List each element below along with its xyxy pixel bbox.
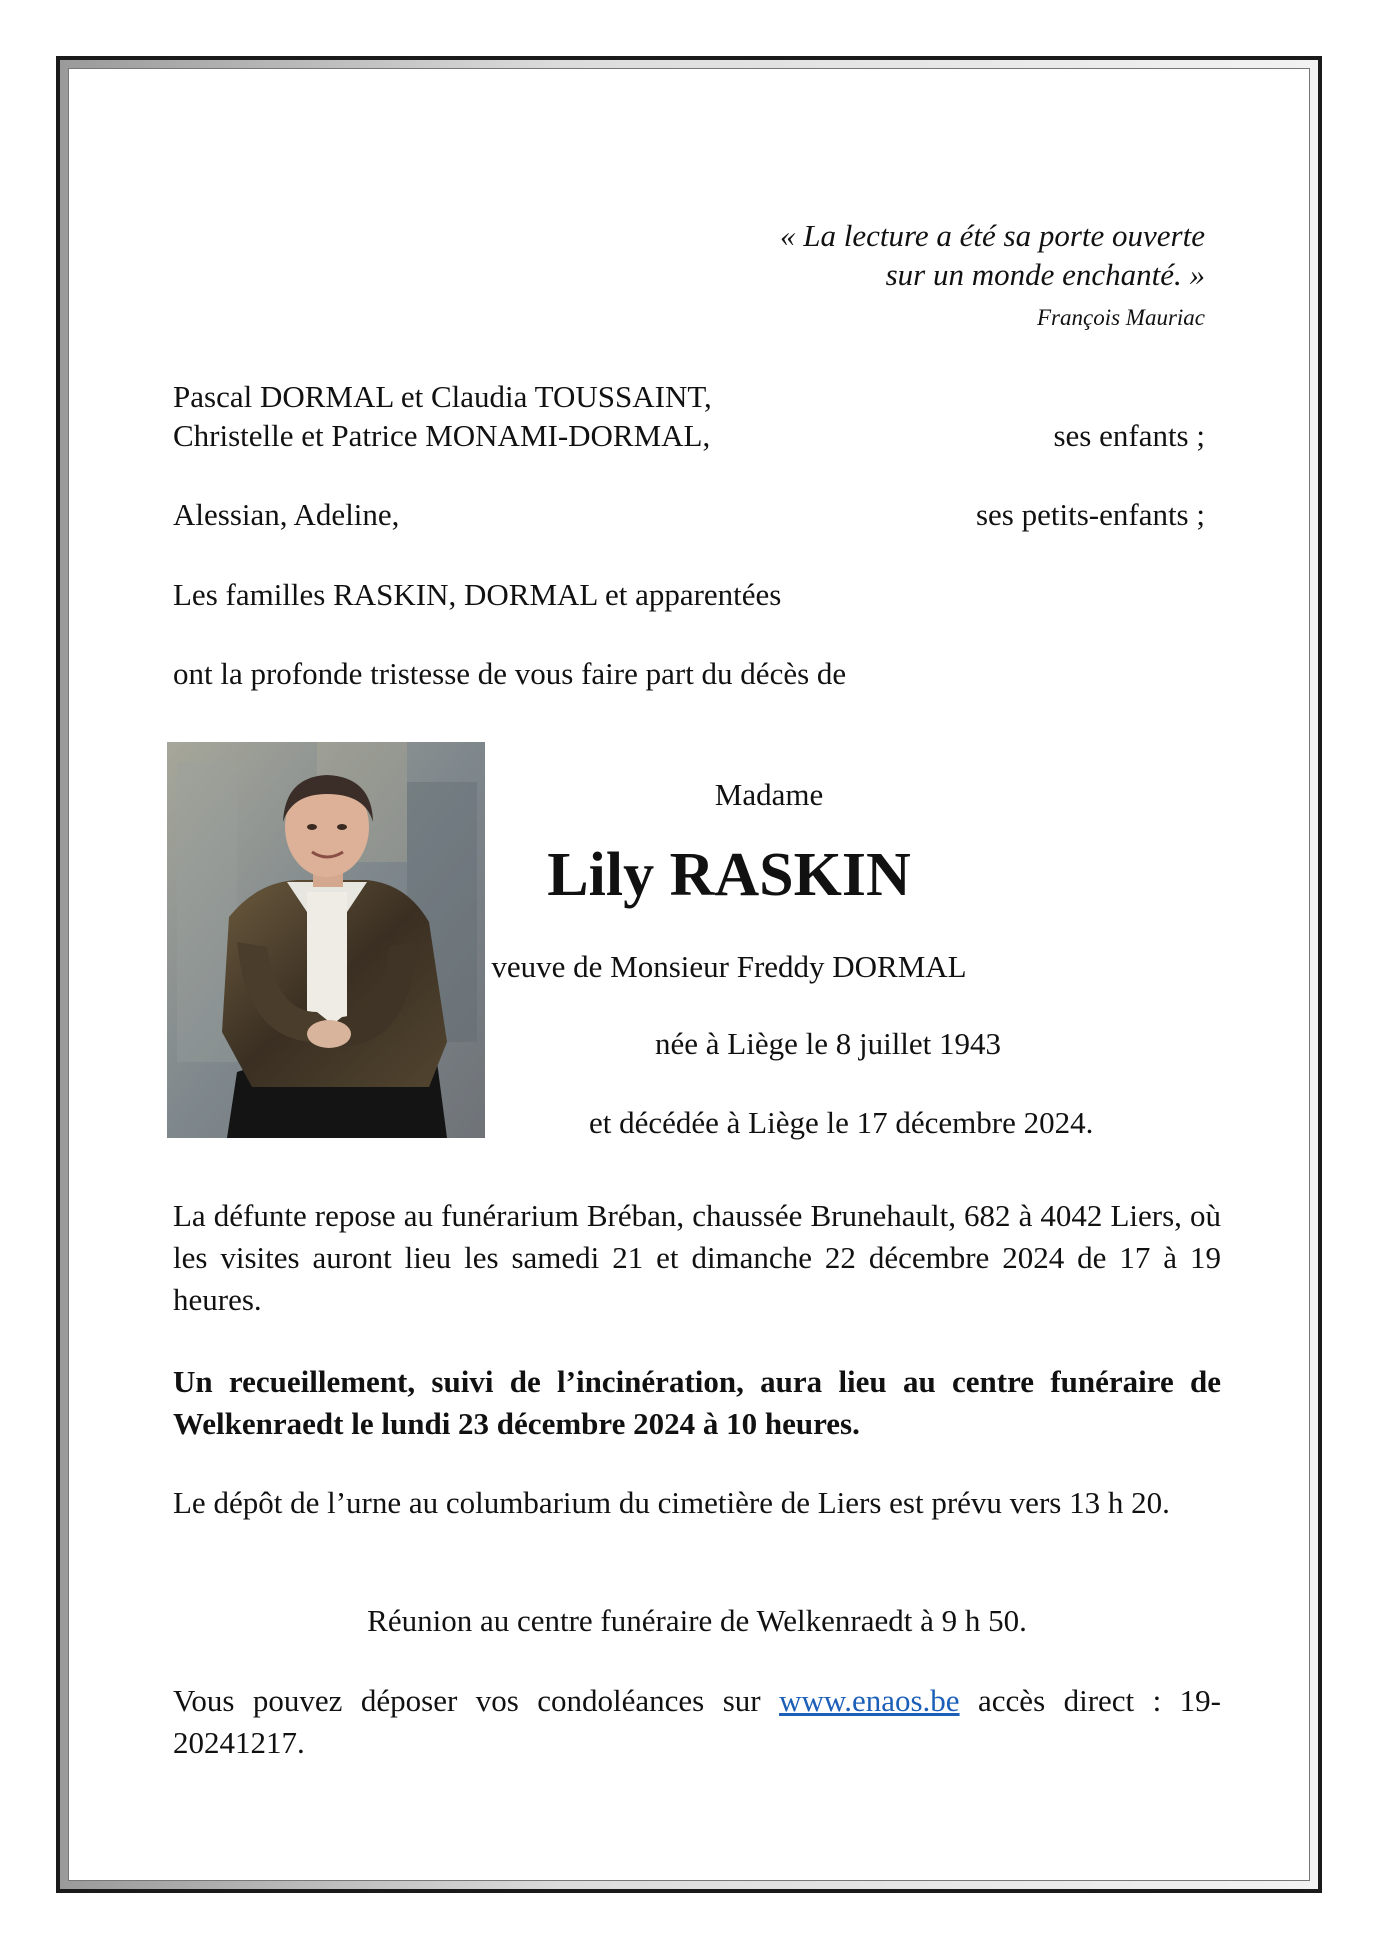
condolences-text-before: Vous pouvez déposer vos condoléances sur (173, 1683, 761, 1718)
condolences-text-after: accès direct : 19-20241217. (173, 1683, 1222, 1760)
visitation-paragraph: La défunte repose au funérarium Bréban, chaussée Brunehault, 682 à 4042 Liers, où les visites auront lieu les samedi 21 et dimanche 22 décembre 2024 de 17 à 19 heures. (173, 1198, 1221, 1317)
page-content (68, 68, 1310, 1881)
announcement-line: ont la profonde tristesse de vous faire part du décès de (173, 656, 847, 691)
urn-paragraph: Le dépôt de l’urne au columbarium du cimetière de Liers est prévu vers 13 h 20. (173, 1485, 1170, 1520)
children-line-1: Pascal DORMAL et Claudia TOUSSAINT, (173, 379, 712, 414)
portrait-illustration (167, 742, 485, 1138)
deceased-name: Lily RASKIN (547, 841, 911, 909)
grandchildren-label: ses petits-enfants ; (975, 497, 1205, 532)
quote-line-2: sur un monde enchanté. » (885, 257, 1205, 292)
quote-line-1: « La lecture a été sa porte ouverte (780, 218, 1205, 253)
children-line-2: Christelle et Patrice MONAMI-DORMAL, (173, 418, 711, 453)
ceremony-paragraph: Un recueillement, suivi de l’incinération, aura lieu au centre funéraire de Welkenraedt le lundi 23 décembre 2024 à 10 heures. (173, 1364, 1221, 1441)
page-border (56, 56, 1322, 1893)
quote-author: François Mauriac (1036, 305, 1205, 330)
meeting-line: Réunion au centre funéraire de Welkenraedt à 9 h 50. (367, 1603, 1027, 1638)
death-info: et décédée à Liège le 17 décembre 2024. (589, 1105, 1094, 1140)
children-label: ses enfants ; (1053, 418, 1205, 453)
condolences-paragraph (173, 1680, 1221, 1764)
birth-info: née à Liège le 8 juillet 1943 (655, 1026, 1002, 1061)
families-line: Les familles RASKIN, DORMAL et apparentées (173, 577, 782, 612)
grandchildren: Alessian, Adeline, (173, 497, 400, 532)
salutation: Madame (714, 777, 824, 812)
portrait-photo (167, 742, 485, 1138)
widow-of: veuve de Monsieur Freddy DORMAL (491, 949, 967, 984)
condolences-website-link[interactable]: www.enaos.be (779, 1683, 960, 1718)
